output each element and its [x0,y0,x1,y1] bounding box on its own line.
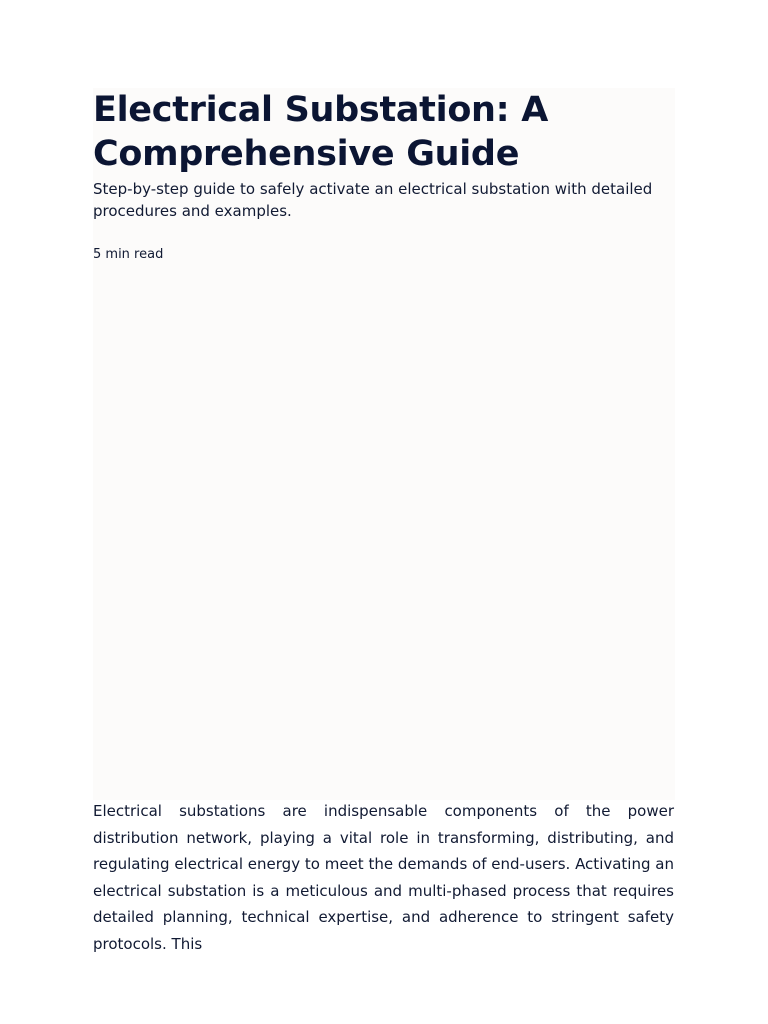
intro-paragraph: Electrical substations are indispensable components of the power distribution network, playing a vital role in transforming, distributing, and regulating electrical energy to meet the demands of end-users. Activating an electrical substation is a meticulous and multi-phased process that requires detailed planning, technical expertise, and adherence to stringent safety protocols. This [93,802,674,953]
article-subtitle: Step-by-step guide to safely activate an electrical substation with detailed procedures and examples. [93,180,653,220]
read-time: 5 min read [93,247,164,262]
article-title: Electrical Substation: A Comprehensive Guide [93,90,549,174]
